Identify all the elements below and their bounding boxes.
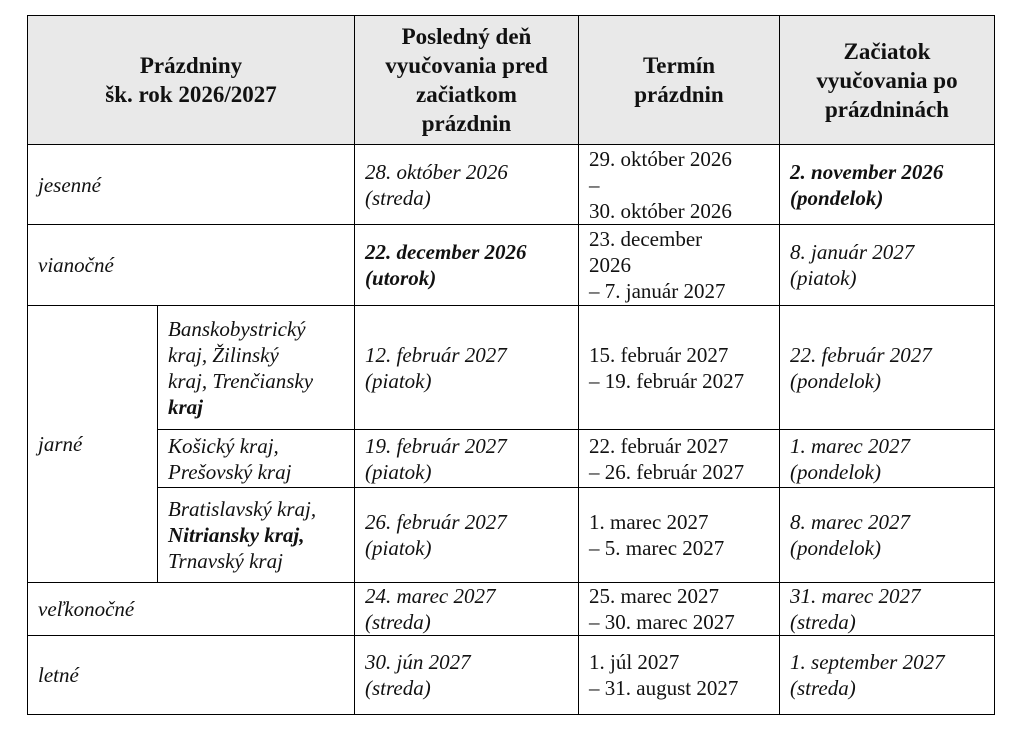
last-day-cell: 19. február 2027 (piatok) — [355, 430, 579, 488]
start-cell: 22. február 2027 (pondelok) — [780, 306, 995, 430]
last-day-cell: 24. marec 2027 (streda) — [355, 583, 579, 636]
table-row-vianocne — [28, 225, 995, 306]
holiday-table — [27, 15, 995, 145]
holiday-name: veľkonočné — [28, 583, 355, 636]
table-row-jarne-3 — [28, 488, 995, 583]
table-row-velkonocne — [28, 583, 995, 636]
table-row-letne — [28, 636, 995, 715]
last-day-cell: 28. október 2026 (streda) — [355, 145, 579, 225]
holiday-name: jarné — [28, 306, 158, 583]
start-cell: 8. marec 2027 (pondelok) — [780, 488, 995, 583]
start-cell: 1. marec 2027 (pondelok) — [780, 430, 995, 488]
last-day-cell: 30. jún 2027 (streda) — [355, 636, 579, 715]
start-cell: 2. november 2026 (pondelok) — [780, 145, 995, 225]
term-cell: 25. marec 2027 – 30. marec 2027 — [579, 583, 780, 636]
header-last-day: Posledný deň vyučovania pred začiatkom prázdnin — [355, 16, 579, 145]
region-cell: Košický kraj, Prešovský kraj — [158, 430, 355, 488]
holiday-table-body — [27, 144, 995, 715]
table-row-jesenne — [28, 145, 995, 225]
header-holidays: Prázdniny šk. rok 2026/2027 — [28, 16, 355, 145]
table-row-jarne-2 — [28, 430, 995, 488]
term-cell: 22. február 2027 – 26. február 2027 — [579, 430, 780, 488]
holiday-name: jesenné — [28, 145, 355, 225]
header-row — [28, 16, 995, 145]
table-row-jarne-1 — [28, 306, 995, 430]
region-cell: Banskobystrický kraj, Žilinský kraj, Trenčiansky kraj — [158, 306, 355, 430]
holiday-name: vianočné — [28, 225, 355, 306]
last-day-cell: 26. február 2027 (piatok) — [355, 488, 579, 583]
header-start: Začiatok vyučovania po prázdninách — [780, 16, 995, 145]
start-cell: 8. január 2027 (piatok) — [780, 225, 995, 306]
region-cell: Bratislavský kraj, Nitriansky kraj, Trnavský kraj — [158, 488, 355, 583]
term-cell: 15. február 2027 – 19. február 2027 — [579, 306, 780, 430]
last-day-cell: 12. február 2027 (piatok) — [355, 306, 579, 430]
holiday-name: letné — [28, 636, 355, 715]
last-day-cell: 22. december 2026 (utorok) — [355, 225, 579, 306]
term-cell: 1. marec 2027 – 5. marec 2027 — [579, 488, 780, 583]
start-cell: 31. marec 2027 (streda) — [780, 583, 995, 636]
header-term: Termín prázdnin — [579, 16, 780, 145]
start-cell: 1. september 2027 (streda) — [780, 636, 995, 715]
term-cell: 29. október 2026 – 30. október 2026 — [579, 145, 780, 225]
term-cell: 23. december 2026 – 7. január 2027 — [579, 225, 780, 306]
term-cell: 1. júl 2027 – 31. august 2027 — [579, 636, 780, 715]
